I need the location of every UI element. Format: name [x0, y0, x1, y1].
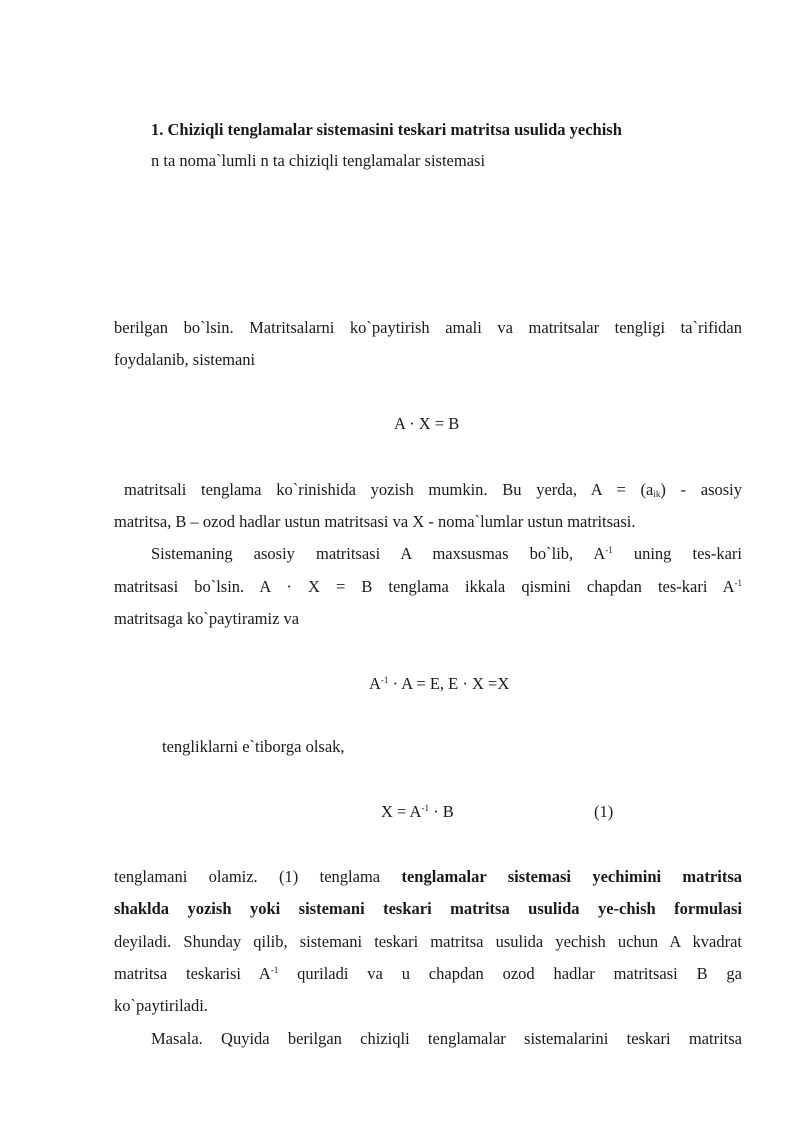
paragraph-line: tengliklarni e`tiborga olsak,: [162, 737, 345, 756]
equation-number: (1): [594, 802, 614, 821]
section-heading: 1. Chiziqli tenglamalar sistemasini teskari matritsa usulida yechish: [151, 120, 622, 139]
paragraph-line: deyiladi. Shunday qilib, sistemani teskari matritsa usulida yechish uchun A kvadrat: [114, 932, 742, 951]
paragraph-line: tenglamani olamiz. (1) tenglama tenglamalar sistemasi yechimini matritsa: [114, 867, 742, 886]
paragraph-line: matritsa teskarisi $A^{-1}$ quriladi va u chapdan ozod hadlar matritsasi B ga: [114, 964, 742, 983]
paragraph-line: matritsa, B – ozod hadlar ustun matritsasi va X - noma`lumlar ustun matritsasi.: [114, 512, 636, 531]
paragraph-line: foydalanib, sistemani: [114, 350, 256, 369]
paragraph-line: matritsasi bo`lsin. A · X = B tenglama ikkala qismini chapdan tes-kari $A^{-1}$: [114, 577, 742, 596]
paragraph-line: matritsali tenglama ko`rinishida yozish mumkin. Bu yerda, $A = (a_{ik})$ - asosiy: [124, 480, 742, 499]
paragraph-line: Masala. Quyida berilgan chiziqli tenglamalar sistemalarini teskari matritsa: [151, 1029, 742, 1048]
paragraph-line: Sistemaning asosiy matritsasi A maxsusmas bo`lib, $A^{-1}$ uning tes-kari: [151, 544, 742, 563]
paragraph-line: berilgan bo`lsin. Matritsalarni ko`paytirish amali va matritsalar tengligi ta`rifidan: [114, 318, 742, 337]
equation-3: $X = A^{-1} \cdot B$: [381, 802, 454, 821]
paragraph-line: matritsaga ko`paytiramiz va: [114, 609, 300, 628]
paragraph-line: shakldа yozish yoki sistemani teskari matritsa usulida ye-chish formulasi: [114, 899, 742, 918]
intro-line: n ta noma`lumli n ta chiziqli tenglamalar sistemasi: [151, 151, 486, 170]
equation-2: $A^{-1} \cdot A = E$, E · X =X: [369, 674, 510, 693]
equation-1: A · X = B: [394, 414, 460, 433]
paragraph-line: ko`paytiriladi.: [114, 996, 208, 1015]
